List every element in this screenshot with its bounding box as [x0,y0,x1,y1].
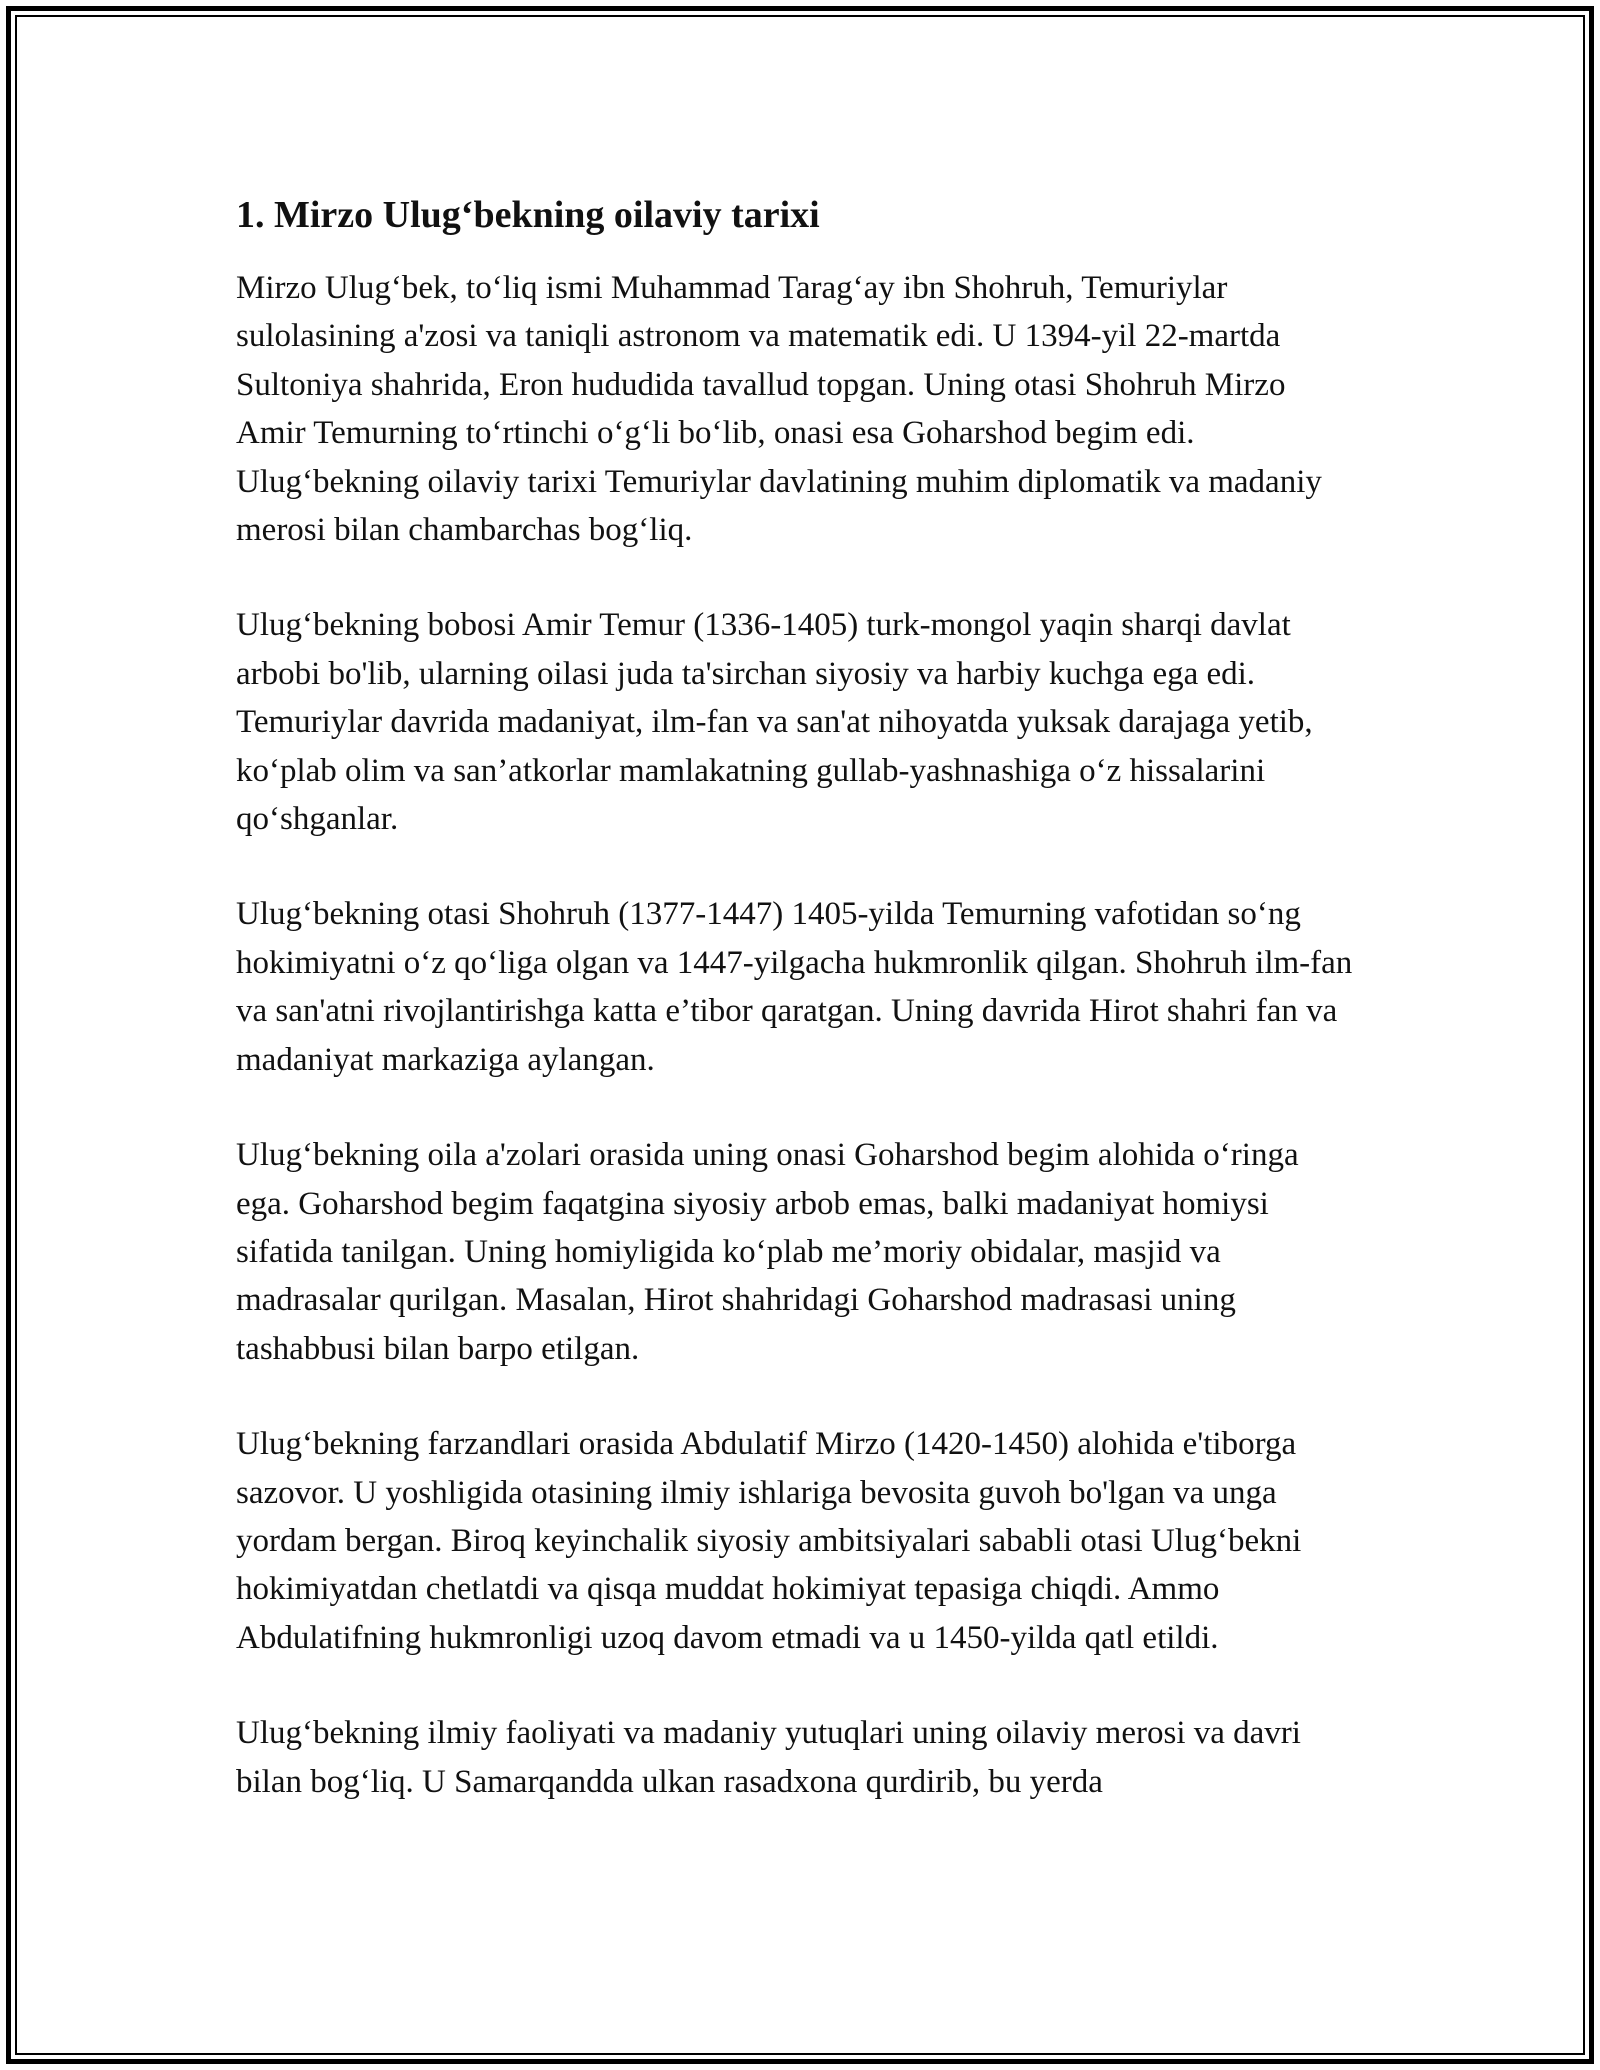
paragraph-6: Ulug‘bekning ilmiy faoliyati va madaniy yutuqlari uning oilaviy merosi va davri bilan bog‘liq. U Samarqandda ulkan rasadxona qurdirib, bu yerda [236,1715,1301,1800]
paragraph-2: Ulug‘bekning bobosi Amir Temur (1336-1405) turk-mongol yaqin sharqi davlat arbobi bo'lib, ularning oilasi juda ta'sirchan siyosiy va harbiy kuchga ega edi. Temuriylar davrida madaniyat, ilm-fan va san'at nihoyatda yuksak darajaga yetib, ko‘plab olim va san’atkorlar mamlakatning gullab-yashnashiga o‘z hissalarini qo‘shganlar. [236,607,1313,838]
document-content [236,188,1356,1853]
section-heading: 1. Mirzo Ulug‘bekning oilaviy tarixi [236,194,820,236]
paragraph-5: Ulug‘bekning farzandlari orasida Abdulatif Mirzo (1420-1450) alohida e'tiborga sazovor. U yoshligida otasining ilmiy ishlariga bevosita guvoh bo'lgan va unga yordam bergan. Biroq keyinchalik siyosiy ambitsiyalari sababli otasi Ulug‘bekni hokimiyatdan chetlatdi va qisqa muddat hokimiyat tepasiga chiqdi. Ammo Abdulatifning hukmronligi uzoq davom etmadi va u 1450-yilda qatl etildi. [236,1426,1302,1656]
paragraph-1: Mirzo Ulug‘bek, to‘liq ismi Muhammad Tarag‘ay ibn Shohruh, Temuriylar sulolasining a'zosi va taniqli astronom va matematik edi. U 1394-yil 22-martda Sultoniya shahrida, Eron hududida tavallud topgan. Uning otasi Shohruh Mirzo Amir Temurning to‘rtinchi o‘g‘li bo‘lib, onasi esa Goharshod begim edi. Ulug‘bekning oilaviy tarixi Temuriylar davlatining muhim diplomatik va madaniy merosi bilan chambarchas bog‘liq. [236,270,1322,549]
paragraph-4: Ulug‘bekning oila a'zolari orasida uning onasi Goharshod begim alohida o‘ringa ega. Goharshod begim faqatgina siyosiy arbob emas, balki madaniyat homiysi sifatida tanilgan. Uning homiyligida ko‘plab me’moriy obidalar, masjid va madrasalar qurilgan. Masalan, Hirot shahridagi Goharshod madrasasi uning tashabbusi bilan barpo etilgan. [236,1137,1299,1367]
paragraph-3: Ulug‘bekning otasi Shohruh (1377-1447) 1405-yilda Temurning vafotidan so‘ng hokimiyatni o‘z qo‘liga olgan va 1447-yilgacha hukmronlik qilgan. Shohruh ilm-fan va san'atni rivojlantirishga katta e’tibor qaratgan. Uning davrida Hirot shahri fan va madaniyat markaziga aylangan. [236,896,1353,1078]
